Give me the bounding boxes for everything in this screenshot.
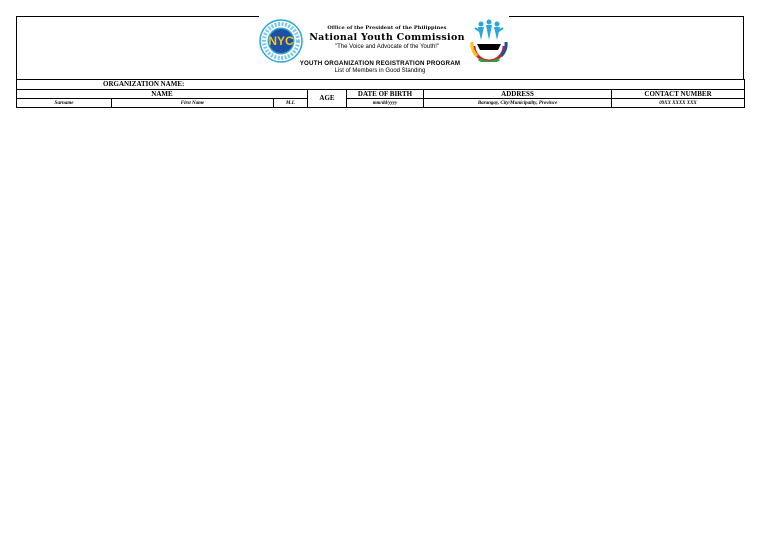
name-header: NAME (17, 90, 308, 99)
seal-text: NYC (268, 34, 294, 48)
office-line: Office of the President of the Philippines (327, 25, 447, 31)
first-name-subheader: First Name (112, 99, 274, 108)
agency-tagline: "The Voice and Advocate of the Youth!" (334, 44, 439, 50)
agency-heading (307, 25, 467, 51)
form-header (16, 16, 744, 79)
organization-name-row (17, 80, 745, 90)
address-format-subheader: Barangay, City/Municipality, Province (424, 99, 612, 108)
agency-name: National Youth Commission (309, 32, 465, 43)
dob-header: DATE OF BIRTH (347, 90, 424, 99)
age-header: AGE (308, 90, 347, 108)
surname-subheader: Surname (17, 99, 112, 108)
program-title: YOUTH ORGANIZATION REGISTRATION PROGRAM (299, 60, 461, 67)
column-subheader-row (17, 99, 745, 108)
dob-format-subheader: mm/dd/yyyy (347, 99, 424, 108)
youth-figures-logo (469, 18, 509, 62)
program-subtitle: List of Members in Good Standing (334, 68, 426, 74)
registration-form-sheet (16, 16, 744, 108)
nyc-seal-logo (259, 19, 303, 63)
column-header-row (17, 90, 745, 99)
contact-format-subheader: 09XX XXXX XXX (612, 99, 745, 108)
contact-header: CONTACT NUMBER (612, 90, 745, 99)
members-table (16, 79, 745, 108)
address-header: ADDRESS (424, 90, 612, 99)
organization-name-label: ORGANIZATION NAME: (17, 80, 745, 90)
mi-subheader: M.I. (274, 99, 308, 108)
